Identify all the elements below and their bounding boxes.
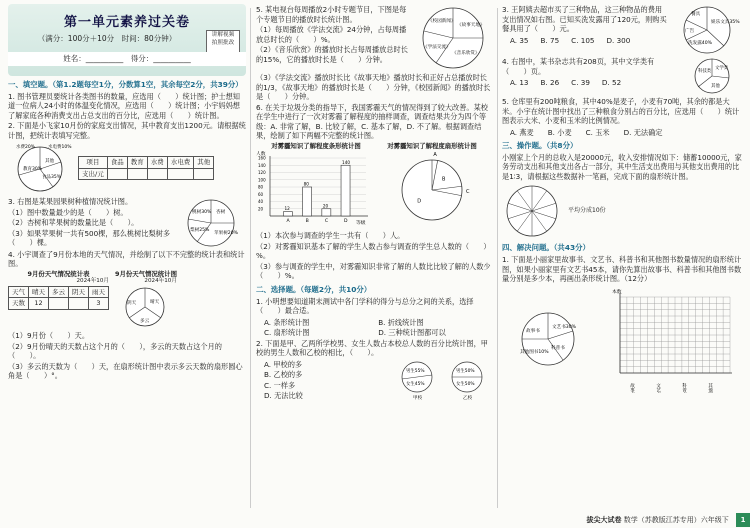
question-6a: （1）本次参与调查的学生一共有（ ）人。 [256,231,405,241]
q2-figure [8,142,246,194]
pie-label: 桃树30% [192,210,212,216]
pie-label: 杏树 [216,210,226,216]
pie-label: 男生55% [406,368,425,374]
expense-pie-chart [8,142,72,194]
exam-title: 第一单元素养过关卷 [63,15,190,30]
table-head-cell: 雨天 [89,286,109,298]
pie-label: 餐具 [691,12,701,17]
bar-A [283,212,292,216]
pie-label: 洗发露40% [688,41,712,46]
operate-figure [502,183,742,239]
pie-label: 水电费10% [48,145,72,151]
bar-chart-title: 对雾霾知识了解程度条形统计图 [271,141,361,150]
awareness-bar-chart [256,150,376,228]
table-head-cell: 晴天 [29,286,49,298]
data-label: 140 [342,159,351,165]
pie-label: 梨树25% [190,228,210,234]
q6-figures [256,142,492,231]
tick-label: 160 [258,155,266,161]
table-head-cell: 水费 [147,157,167,169]
table-head-cell: 水电费 [167,157,194,169]
table-head-cell: 项目 [79,157,108,169]
table-row-head: 支出/元 [79,168,108,180]
table-head-cell: 食品 [107,157,127,169]
question-6: 6. 在关于垃圾分类的指导下，我国雾霾天气的情况得到了较大改善。某校在学生中进行了一次对雾霾了解程度的抽样调查，调查结果共分为四个等级：A. 非常了解，B. 比较了解，C. 基本了解，D. 不了解。根据调查结果，绘制了如下两幅不完整的统计图。 [256,102,488,140]
answer-cell[interactable] [147,168,167,180]
bar-D [341,165,350,216]
pie-label: 苹果树20% [214,231,238,237]
option[interactable]: B. 26 [540,78,560,87]
option[interactable]: C. 玉米 [585,127,610,137]
question-4b: （2）9月份晴天的天数占这个月的（ ），多云的天数占这个月的（ ）。 [8,341,222,361]
name-score-fields[interactable]: 姓名：__________ 得分：__________ [8,52,246,66]
table-head-cell: 多云 [49,286,69,298]
table-head-cell: 教育 [127,157,147,169]
weather-table [8,286,109,310]
column-left [8,4,246,382]
category-label: 其他图书 [707,382,713,393]
option[interactable]: A. 燕麦 [510,127,534,137]
category-label: B [305,218,309,224]
question-1: 1. 图书管理员要统计各类图书的数量，应选用（ ）统计图；护士想知道一位病人24小时的体温变化情况，应选用（ ）统计图；小宇妈妈想了解家庭各种消费支出占总支出的百分比，应选用（ ）统计图。 [8,91,240,120]
question-5-block [256,4,492,72]
chart-caption: 乙校 [463,395,473,401]
y-axis-label: 人数 [256,151,266,157]
slice-label-D: D [417,198,422,205]
option[interactable]: B. 小麦 [547,127,572,137]
category-label: C [324,218,329,224]
pie-label: 科技类 [698,69,712,74]
pie-label: 其他图书10% [520,349,549,355]
option[interactable]: A. 甲校的多 [264,359,303,369]
blank-bar-chart-grid[interactable] [620,293,732,373]
question-4a: （1）9月份（ ）天。 [8,331,90,341]
weather-pie-chart [115,286,175,328]
slice-label-A: A [433,152,437,159]
table-head-cell: 天气 [9,286,29,298]
small-pie-title: 对雾霾知识了解程度扇形统计图 [387,141,477,150]
tick-label: 80 [258,184,264,190]
page-number: 1 [736,513,750,527]
answer-cell[interactable] [127,168,147,180]
books-chart-area [502,285,738,393]
pie-label: 多云 [140,318,150,324]
option[interactable]: D. 52 [601,78,622,87]
option[interactable]: A. 35 [510,35,529,45]
pie-label: 女生50% [456,381,475,387]
orchard-pie-chart [176,196,246,248]
pie-label: 男生50% [456,368,475,374]
choice-3-options [502,35,668,46]
pie-label: 教育30% [23,167,43,173]
y-axis-label: 本数 [612,289,622,295]
question-5: 5. 某电视台每周播放2小时专题节目，下图是每个专题节目的播放时长统计图。 [256,5,407,24]
answer-cell[interactable] [69,298,89,310]
table-row-head: 天数 [9,298,29,310]
option[interactable]: C. 39 [571,78,590,87]
question-6c: （3）参与调查的学生中，对雾霾知识非常了解的人数比比较了解的人数少（ ）%。 [256,261,491,281]
question-3c: （3）如果苹果树一共有500棵，那么桃树比梨树多（ ）棵。 [8,228,171,248]
option[interactable]: A. 13 [510,78,529,87]
option[interactable]: C. 105 [571,35,595,45]
page-footer [490,513,750,527]
table-cell: 12 [29,298,49,310]
question-5a: （1）每周播放《学法交流》24分钟，占每周播放总时长的（ ）%。 [256,25,407,44]
question-3: 3. 右图是某果园果树种植情况统计图。 [8,197,133,207]
pie-label: 文艺书30% [552,324,576,330]
data-label: 12 [284,206,290,212]
table-head-cell: 其他 [194,157,214,169]
weather-pie-title: 9月份天气情况统计图 [115,269,177,278]
question-6b: （2）对雾霾知识基本了解的学生人数占参与调查的学生总人数的（ ）%。 [256,241,491,261]
choice-5: 5. 仓库里有200吨粮食，其中40%是麦子，小麦有70吨，其余的都是大米。小宇在统计图中找出了三种粮食分别占的百分比，应选用（ ）统计图表示大米、小麦和玉米的比例情况。 [502,97,740,125]
column-right [502,4,742,395]
pie-label: 其他 [45,159,54,165]
footer-text: 数学（苏教版江苏专用）六年级下 [623,516,729,524]
option[interactable]: D. 无法比较 [264,391,303,401]
weather-pie-date: 2024年10月 [144,278,177,285]
pie-label: 女生45% [406,381,425,387]
choice-3-block [502,4,742,56]
tick-label: 100 [258,177,266,183]
option[interactable]: C. 一样多 [264,380,296,390]
tick-label: 20 [258,206,264,212]
option[interactable]: D. 无法确定 [623,127,663,137]
operate-question: 小刚家上个月的总收入是20000元，收入安排情况如下：储蓄10000元，家务劳动支出和其他支出各占一部分，其中生活支出费用与其他支出费用的比是1∶3，请根据这些数据补一笔画，完成下面的扇形统计图。 [502,152,742,181]
tick-label: 140 [258,162,266,168]
question-5c: （3）《学法交流》播放时长比《故事天地》播放时长和正好占总播放时长的1/3，《故事天地》的播放时长是（ ）分钟，《校园新闻》的播放时长是（ ）分钟。 [256,73,491,101]
bar-C [322,209,331,216]
tick-label: 40 [258,198,264,204]
slice-label-B: B [442,176,446,183]
expense-table [78,156,214,180]
bar-B [303,187,312,216]
column-divider [250,8,251,508]
option[interactable]: B. 乙校的多 [264,370,303,380]
shopping-pie-chart [672,4,742,56]
category-label: 科普书 [681,382,687,393]
category-label: 故事书 [629,382,635,393]
table-head-cell: 阴天 [69,286,89,298]
pie-label: 其他 [711,84,720,89]
choice-2: 2. 下面是甲、乙两所学校男、女生人数占本校总人数的百分比统计图，甲校的男生人数和乙校的相比，（ ）。 [256,338,488,358]
choice-1: 1. 小明想要知道期末测试中各门学科的得分与总分之间的关系，选择（ ）最合适。 [256,296,474,316]
table-cell: 3 [89,298,109,310]
pie-label: 《校园新闻》 [428,19,456,24]
magazine-pie-chart [682,56,742,96]
pie-label: 娱乐文具35% [711,20,740,25]
question-3a: （1）图中数量最少的是（ ）树。 [8,207,128,217]
blank-pie-10-parts[interactable] [502,183,562,239]
option[interactable]: B. 75 [540,35,560,45]
pie-label: 阴天 [127,300,137,306]
choice-4: 4. 右图中，某书杂志共有208页，其中文学类有（ ）页。 [502,57,655,76]
question-2: 2. 下面是小飞家10月份的家庭支出情况，其中教育支出1200元。请根据统计图，把统计表填写完整。 [8,121,246,140]
column-divider [497,8,498,508]
question-3-block [8,196,246,249]
q4-figures [8,270,246,330]
option[interactable]: A. 条形统计图 [264,317,310,327]
option[interactable]: B. 折线统计图 [378,317,424,327]
pie-label: 故事书 [526,328,540,334]
section-solve: 四、解决问题。（共43分） [502,243,590,253]
category-label: A [286,218,290,224]
choice-2-block [256,359,492,401]
answer-cell[interactable] [107,168,127,180]
data-label: 20 [322,203,329,209]
pie-label: 广告 [685,29,695,34]
question-4: 4. 小宇调查了9月份本地的天气情况，并绘制了以下不完整的统计表和统计图。 [8,249,245,269]
school-pie-charts [392,359,492,401]
question-5b: （2）《音乐欣赏》的播放时长占每周播放总时长的15%，它的播放时长是（ ）分钟。 [256,45,408,64]
pie-label: 晴天 [150,299,160,305]
pie-label: 《音乐欣赏》 [452,51,480,56]
section-fill: 一、填空题。（第1.2题每空1分，分数算1空，其余每空2分，共39分） [8,80,243,89]
pie-label: 《故事天地》 [457,23,485,28]
section-choice: 二、选择题。（每题2分，共10分） [256,284,372,294]
option[interactable]: D. 三种统计图都可以 [378,328,446,338]
choice-4-block [502,56,742,96]
tv-program-pie-chart [414,4,492,72]
category-label: 文艺书 [655,382,661,393]
choice-3: 3. 王阿姨去超市买了三种物品，这三种物品的费用支出情况如右图。已知买洗发露用了120元，则购买餐具用了（ ）元。 [502,5,667,33]
answer-cell[interactable] [167,168,194,180]
tick-label: 60 [258,191,264,197]
answer-cell[interactable] [49,298,69,310]
weather-table-title: 9月份天气情况统计表 [27,269,90,278]
slice-label-C: C [465,189,470,196]
tick-label: 120 [258,169,266,175]
question-4c: （3）多云的天数为（ ）天，在扇形统计图中表示多云天数的扇形圆心角是（ ）°。 [8,361,243,381]
option[interactable]: D. 300 [606,35,631,45]
pie-label: 《学法交流》 [423,45,451,50]
tag-line-1: 讲解视频 [211,32,235,38]
pie-label: 文学类 [715,66,729,71]
question-3b: （2）杏树和苹果树的数量比是（ ）。 [8,218,139,228]
x-axis-label: 等级 [356,220,366,226]
column-middle [256,4,492,401]
weather-table-date: 2024年10月 [76,278,109,285]
category-label: D [344,218,348,224]
operate-figure-label: 平均分成10份 [568,207,606,215]
chart-caption: 甲校 [413,395,423,401]
choice-1-options [256,317,492,338]
footer-brand: 拔尖大试卷 [586,516,622,524]
answer-cell[interactable] [194,168,214,180]
solve-question-1: 1. 下面是小丽家里故事书、文艺书、科普书和其他图书数量情况的扇形统计图，如果小丽家里有文艺书45本，请你先算出故事书、科普书和其他图书数量分别是多少本，再画出条形统计图。（12分） [502,255,742,284]
pie-label: 水费20% [16,145,36,151]
data-label: 80 [303,181,309,187]
choice-5-options [502,127,742,138]
pie-label: 食品35% [42,175,62,181]
awareness-pie-chart [382,150,482,228]
tag-line-2: 拍照批改 [211,39,235,46]
pie-label: 科普书 [551,345,565,351]
choice-4-options [502,77,678,88]
exam-subtitle: （满分：100分＋10分 时间：80分钟） [37,34,177,43]
exam-header [8,4,246,76]
section-operate: 三、操作题。（共8分） [502,141,578,150]
option[interactable]: C. 扇形统计图 [264,328,310,338]
